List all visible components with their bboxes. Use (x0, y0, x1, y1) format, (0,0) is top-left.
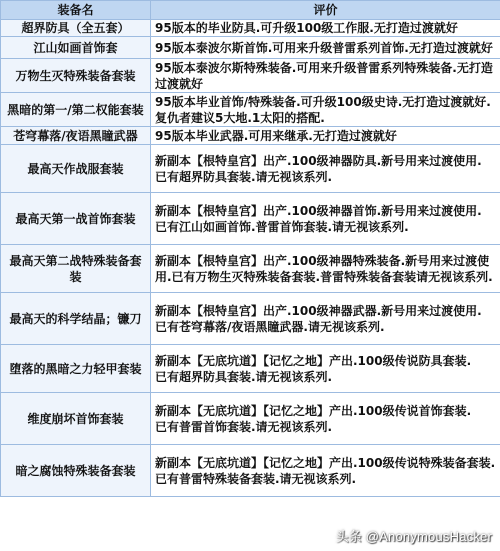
table-row (1, 193, 500, 245)
watermark: 头条 @AnonymousHacker (335, 529, 492, 544)
equipment-name-cell: 超界防具（全五套） (1, 20, 151, 37)
header-equipment-name: 装备名 (1, 1, 151, 20)
evaluation-text: 95版本泰波尔斯首饰.可用来升级普雷系列首饰.无打造过渡就好 (155, 40, 493, 55)
table-row (1, 20, 500, 37)
table-row (1, 445, 500, 497)
table-row (1, 93, 500, 127)
evaluation-cell (151, 59, 500, 93)
header-row (1, 1, 500, 20)
evaluation-cell (151, 93, 500, 127)
evaluation-text: 新副本【根特皇宫】出产.100级神器特殊装备.新号用来过渡使用.已有万物生灭特殊装备套装.普雷特殊装备套装请无视该系列. (155, 253, 493, 284)
evaluation-text: 新副本【根特皇宫】出产.100级神器武器.新号用来过渡使用. (155, 303, 482, 318)
evaluation-cell (151, 393, 500, 445)
table-row (1, 59, 500, 93)
evaluation-cell (151, 127, 500, 145)
equipment-name-cell: 暗之腐蚀特殊装备套装 (1, 445, 151, 497)
equipment-name-cell: 江山如画首饰套 (1, 37, 151, 59)
equipment-name-cell: 最高天第一战首饰套装 (1, 193, 151, 245)
equipment-name-cell: 维度崩坏首饰套装 (1, 393, 151, 445)
equipment-name-cell: 堕落的黑暗之力轻甲套装 (1, 345, 151, 393)
table-row (1, 293, 500, 345)
evaluation-cell (151, 345, 500, 393)
table-row (1, 393, 500, 445)
table-row (1, 127, 500, 145)
evaluation-cell (151, 145, 500, 193)
evaluation-cell (151, 293, 500, 345)
table-row (1, 345, 500, 393)
evaluation-text: 95版本泰波尔斯特殊装备.可用来升级普雷系列特殊装备.无打造过渡就好 (155, 60, 493, 91)
evaluation-text: 已有江山如画首饰.普雷首饰套装.请无视该系列. (155, 219, 409, 234)
equipment-name-cell: 最高天第二战特殊装备套装 (1, 245, 151, 293)
evaluation-text: 已有苍穹幕落/夜语黑瞳武器.请无视该系列. (155, 319, 385, 334)
evaluation-text: 新副本【根特皇宫】出产.100级神器防具.新号用来过渡使用. (155, 153, 482, 168)
evaluation-cell (151, 37, 500, 59)
evaluation-cell (151, 445, 500, 497)
table-row (1, 145, 500, 193)
evaluation-text: 新副本【根特皇宫】出产.100级神器首饰.新号用来过渡使用. (155, 203, 482, 218)
evaluation-text: 已有超界防具套装.请无视该系列. (155, 369, 333, 384)
equipment-name-cell: 最高天的科学结晶；镰刀 (1, 293, 151, 345)
evaluation-cell (151, 245, 500, 293)
evaluation-cell (151, 20, 500, 37)
equipment-name-cell: 苍穹幕落/夜语黑瞳武器 (1, 127, 151, 145)
evaluation-text: 新副本【无底坑道】【记忆之地】产出.100级传说首饰套装. (155, 403, 472, 418)
equipment-name-cell: 黑暗的第一/第二权能套装 (1, 93, 151, 127)
evaluation-text: 新副本【无底坑道】【记忆之地】产出.100级传说特殊装备套装.已有普雷特殊装备套装.请无视该系列. (155, 455, 496, 486)
table-row (1, 245, 500, 293)
header-evaluation: 评价 (151, 1, 500, 20)
evaluation-text: 新副本【无底坑道】【记忆之地】产出.100级传说防具套装. (155, 353, 472, 368)
table-body (1, 20, 500, 497)
evaluation-cell (151, 193, 500, 245)
evaluation-text: 已有普雷首饰套装.请无视该系列. (155, 419, 333, 434)
equipment-name-cell: 最高天作战服套装 (1, 145, 151, 193)
evaluation-text: 95版本的毕业防具.可升级100级工作服.无打造过渡就好 (155, 21, 458, 35)
equipment-name-cell: 万物生灭特殊装备套装 (1, 59, 151, 93)
evaluation-text: 95版本毕业首饰/特殊装备.可升级100级史诗.无打造过渡就好.复仇者建议5大地.1太阳的搭配. (155, 94, 491, 125)
evaluation-text: 95版本毕业武器.可用来继承.无打造过渡就好 (155, 128, 397, 143)
table-row (1, 37, 500, 59)
evaluation-text: 已有超界防具套装.请无视该系列. (155, 169, 333, 184)
